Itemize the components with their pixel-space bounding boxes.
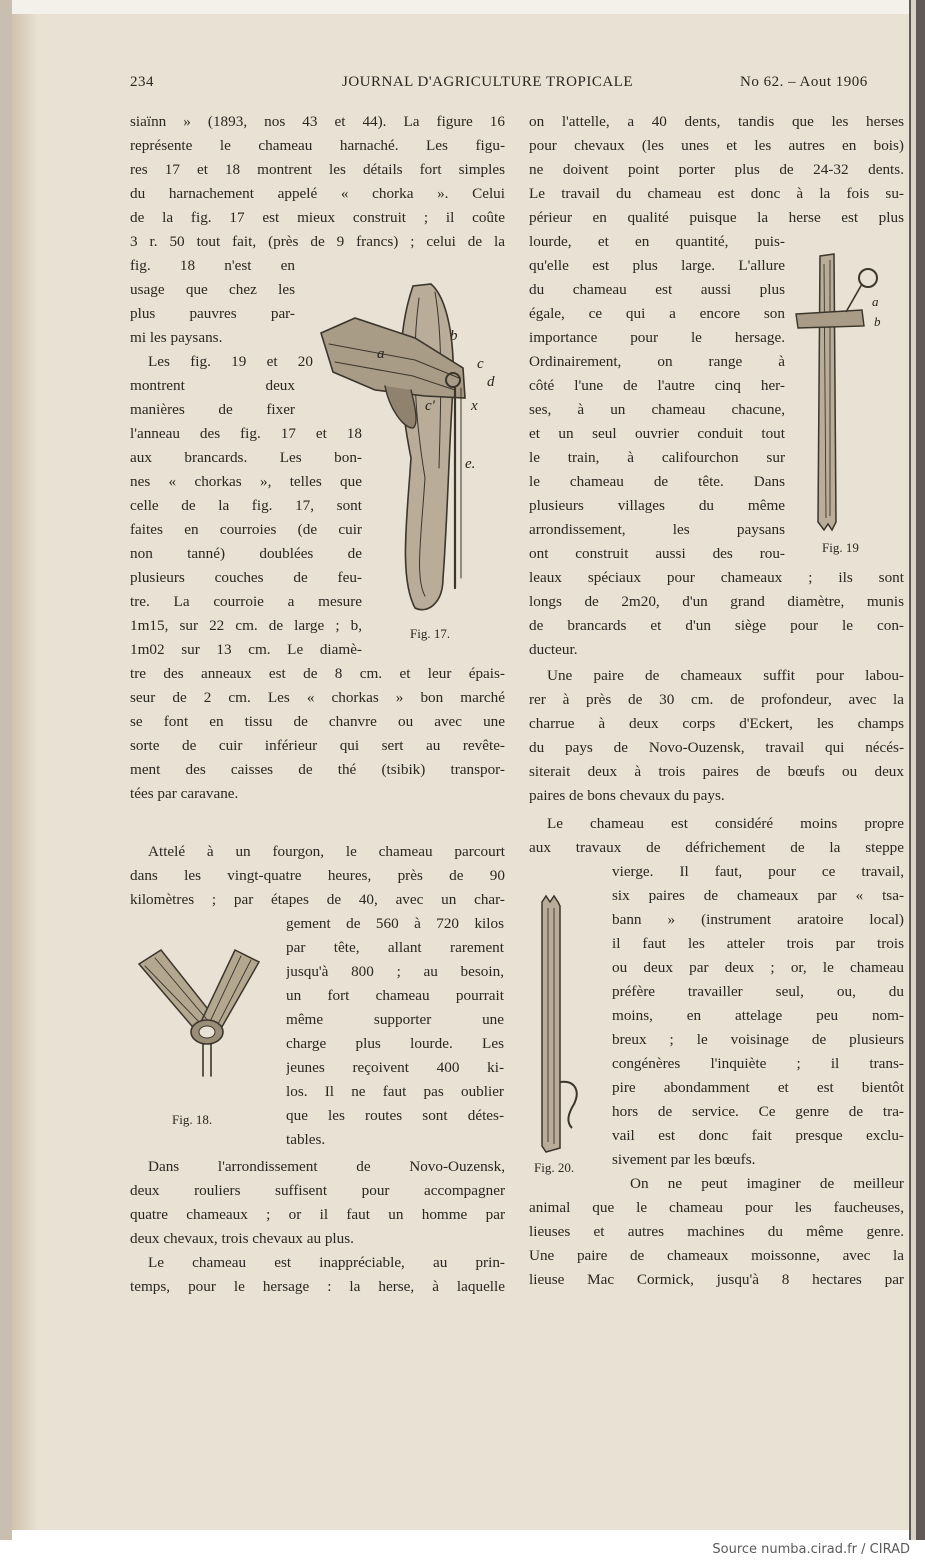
left-column-line: manières de fixer bbox=[130, 401, 295, 418]
right-column-line: On ne peut imaginer de meilleur bbox=[630, 1175, 904, 1192]
right-column-line: pour chevaux (les unes et les autres en bois) bbox=[529, 137, 904, 154]
left-column-line: seur de 2 cm. Les « chorkas » bon marché bbox=[130, 689, 505, 706]
left-column-line: dans les vingt-quatre heures, près de 90 bbox=[130, 867, 505, 884]
figure-17-harness bbox=[315, 278, 525, 613]
left-column-line: plusieurs couches de feu- bbox=[130, 569, 362, 586]
fig17-label-c: c bbox=[477, 356, 484, 372]
left-column-line: jusqu'à 800 ; au besoin, bbox=[286, 963, 504, 980]
right-column-line: on l'attelle, a 40 dents, tandis que les herses bbox=[529, 113, 904, 130]
right-column-line: longs de 2m20, d'un grand diamètre, munis bbox=[529, 593, 904, 610]
right-column-line: breux ; le voisinage de plusieurs bbox=[612, 1031, 904, 1048]
left-column-line: fig. 18 n'est en bbox=[130, 257, 295, 274]
left-column-line: plus pauvres par- bbox=[130, 305, 295, 322]
page-number: 234 bbox=[130, 74, 154, 90]
fig17-label-x: x bbox=[471, 398, 478, 414]
right-column-line: préfère travailler seul, ou, du bbox=[612, 983, 904, 1000]
right-column-line: leaux spéciaux pour chameaux ; ils sont bbox=[529, 569, 904, 586]
right-column-line: animal que le chameau pour les faucheuses, bbox=[529, 1199, 904, 1216]
left-column-line: 3 r. 50 tout fait, (près de 9 francs) ; celui de la bbox=[130, 233, 505, 250]
journal-title: JOURNAL D'AGRICULTURE TROPICALE bbox=[342, 74, 633, 90]
left-column-line: représente le chameau harnaché. Les figu- bbox=[130, 137, 505, 154]
right-column-line: périeur en qualité puisque la herse est plus bbox=[529, 209, 904, 226]
left-column-line: mi les paysans. bbox=[130, 329, 223, 346]
left-column-line: sorte de cuir inférieur qui sert au revête- bbox=[130, 737, 505, 754]
right-column-line: du chameau est aussi plus bbox=[529, 281, 785, 298]
fig17-label-d: d bbox=[487, 374, 495, 390]
right-column-line: ont construit aussi des rou- bbox=[529, 545, 785, 562]
right-column-line: congénères l'inquiète ; il trans- bbox=[612, 1055, 904, 1072]
left-column-line: ment des caisses de thé (tsibik) transpor- bbox=[130, 761, 505, 778]
fig18-caption: Fig. 18. bbox=[172, 1112, 213, 1127]
left-column-line: jeunes reçoivent 400 ki- bbox=[286, 1059, 504, 1076]
right-column-line: ses, à un chameau chacune, bbox=[529, 401, 785, 418]
right-column-line: et un seul ouvrier conduit tout bbox=[529, 425, 785, 442]
right-column-line: ducteur. bbox=[529, 641, 578, 658]
right-column-line: vail est donc fait presque exclu- bbox=[612, 1127, 904, 1144]
right-column-line: qu'elle est plus large. L'allure bbox=[529, 257, 785, 274]
left-column-line: de la fig. 17 est mieux construit ; il coûte bbox=[130, 209, 505, 226]
fig17-label-b: b bbox=[450, 328, 458, 344]
right-column-line: de brancards et d'un siège pour le con- bbox=[529, 617, 904, 634]
left-column-line: que les routes sont détes- bbox=[286, 1107, 504, 1124]
left-column-line: deux chevaux, trois chevaux au plus. bbox=[130, 1230, 354, 1247]
fig17-label-e: e. bbox=[465, 456, 476, 472]
right-column-line: Le chameau est considéré moins propre bbox=[547, 815, 904, 832]
left-column-line: du harnachement appelé « chorka ». Celui bbox=[130, 185, 505, 202]
figure-20-shaft bbox=[536, 892, 596, 1157]
left-column-line: Le chameau est inappréciable, au prin- bbox=[148, 1254, 505, 1271]
right-column-line: siterait deux à trois paires de bœufs ou deux bbox=[529, 763, 904, 780]
right-column-line: égale, ce qui a encore son bbox=[529, 305, 785, 322]
left-column-line: même supporter une bbox=[286, 1011, 504, 1028]
right-column-line: rer à près de 30 cm. de profondeur, avec la bbox=[529, 691, 904, 708]
figure-19-shaft bbox=[792, 250, 892, 535]
left-column-line: l'anneau des fig. 17 et 18 bbox=[130, 425, 362, 442]
fig19-label-b: b bbox=[874, 314, 881, 329]
left-column-line: montrent deux bbox=[130, 377, 295, 394]
book-edge bbox=[0, 0, 12, 1540]
left-column-line: kilomètres ; par étapes de 40, avec un char- bbox=[130, 891, 505, 908]
right-column-line: lieuses et autres machines du même genre. bbox=[529, 1223, 904, 1240]
left-column-line: Dans l'arrondissement de Novo-Ouzensk, bbox=[148, 1158, 505, 1175]
left-column-line: tées par caravane. bbox=[130, 785, 239, 802]
spine-shadow bbox=[12, 14, 38, 1530]
right-column-line: paires de bons chevaux du pays. bbox=[529, 787, 725, 804]
right-column-line: le train, à califourchon sur bbox=[529, 449, 785, 466]
left-column-line: usage que chez les bbox=[130, 281, 295, 298]
issue-date: No 62. – Aout 1906 bbox=[740, 74, 868, 90]
fig20-caption: Fig. 20. bbox=[534, 1160, 575, 1175]
left-column-line: faites en courroies (de cuir bbox=[130, 521, 362, 538]
left-column-line: res 17 et 18 montrent les détails fort simples bbox=[130, 161, 505, 178]
left-column-line: Attelé à un fourgon, le chameau parcourt bbox=[148, 843, 505, 860]
left-column-line: non tanné) doublées de bbox=[130, 545, 362, 562]
fig17-label-c-prime: c' bbox=[425, 398, 435, 414]
right-column-line: il faut les atteler trois par trois bbox=[612, 935, 904, 952]
right-column-line: vierge. Il faut, pour ce travail, bbox=[612, 863, 904, 880]
left-column-line: tre des anneaux est de 8 cm. et leur épais- bbox=[130, 665, 505, 682]
fig17-caption: Fig. 17. bbox=[410, 626, 451, 641]
left-column-line: temps, pour le hersage : la herse, à laquelle bbox=[130, 1278, 505, 1295]
right-column-line: hors de service. Ce genre de tra- bbox=[612, 1103, 904, 1120]
left-column-line: tables. bbox=[286, 1131, 326, 1148]
right-column-line: plusieurs villages du même bbox=[529, 497, 785, 514]
right-column-line: Le travail du chameau est donc à la fois su- bbox=[529, 185, 904, 202]
left-column-line: un fort chameau pourrait bbox=[286, 987, 504, 1004]
right-column-line: aux travaux de défrichement de la steppe bbox=[529, 839, 904, 856]
right-column-line: bann » (instrument aratoire local) bbox=[612, 911, 904, 928]
left-column-line: gement de 560 à 720 kilos bbox=[286, 915, 504, 932]
fig19-caption: Fig. 19 bbox=[822, 540, 859, 555]
right-column-line: moins, en attelage peu nom- bbox=[612, 1007, 904, 1024]
left-column-line: se font en tissu de chanvre ou avec une bbox=[130, 713, 505, 730]
right-column-line: côté l'une de l'autre cinq her- bbox=[529, 377, 785, 394]
fig17-label-a: a bbox=[377, 346, 385, 362]
right-column-line: Ordinairement, on range à bbox=[529, 353, 785, 370]
right-column-line: du pays de Novo-Ouzensk, travail qui nécés- bbox=[529, 739, 904, 756]
left-column-line: charge plus lourde. Les bbox=[286, 1035, 504, 1052]
right-column-line: ou deux par deux ; or, le chameau bbox=[612, 959, 904, 976]
left-column-line: Les fig. 19 et 20 bbox=[148, 353, 313, 370]
left-column-line: quatre chameaux ; or il faut un homme par bbox=[130, 1206, 505, 1223]
right-column-line: Une paire de chameaux moissonne, avec la bbox=[529, 1247, 904, 1264]
left-column-line: nes « chorkas », telles que bbox=[130, 473, 362, 490]
left-column-line: celle de la fig. 17, sont bbox=[130, 497, 362, 514]
fig19-label-a: a bbox=[872, 294, 879, 309]
source-credit: Source numba.cirad.fr / CIRAD bbox=[712, 1542, 910, 1557]
left-column-line: par tête, allant rarement bbox=[286, 939, 504, 956]
right-column-line: pire abondamment et est bientôt bbox=[612, 1079, 904, 1096]
running-header bbox=[130, 74, 905, 94]
right-column-line: lieuse Mac Cormick, jusqu'à 8 hectares par bbox=[529, 1271, 904, 1288]
left-column-line: siaïnn » (1893, nos 43 et 44). La figure 16 bbox=[130, 113, 505, 130]
right-column-line: six paires de chameaux par « tsa- bbox=[612, 887, 904, 904]
left-column-line: tre. La courroie a mesure bbox=[130, 593, 362, 610]
left-column-line: 1m02 sur 13 cm. Le diamè- bbox=[130, 641, 362, 658]
right-column-line: lourde, et en quantité, puis- bbox=[529, 233, 785, 250]
right-column-line: Une paire de chameaux suffit pour labou- bbox=[547, 667, 904, 684]
left-column-line: los. Il ne faut pas oublier bbox=[286, 1083, 504, 1100]
page-right-edge bbox=[909, 0, 925, 1540]
right-column-line: le chameau de tête. Dans bbox=[529, 473, 785, 490]
right-column-line: charrue à deux corps d'Eckert, les champs bbox=[529, 715, 904, 732]
right-column-line: ne doivent point porter plus de 24-32 dents. bbox=[529, 161, 904, 178]
left-column-line: deux rouliers suffisent pour accompagner bbox=[130, 1182, 505, 1199]
right-column-line: arrondissement, les paysans bbox=[529, 521, 785, 538]
figure-18-harness bbox=[135, 940, 275, 1080]
right-column-line: importance pour le hersage. bbox=[529, 329, 785, 346]
right-column-line: sivement par les bœufs. bbox=[612, 1151, 756, 1168]
left-column-line: aux brancards. Les bon- bbox=[130, 449, 362, 466]
left-column-line: 1m15, sur 22 cm. de large ; b, bbox=[130, 617, 362, 634]
